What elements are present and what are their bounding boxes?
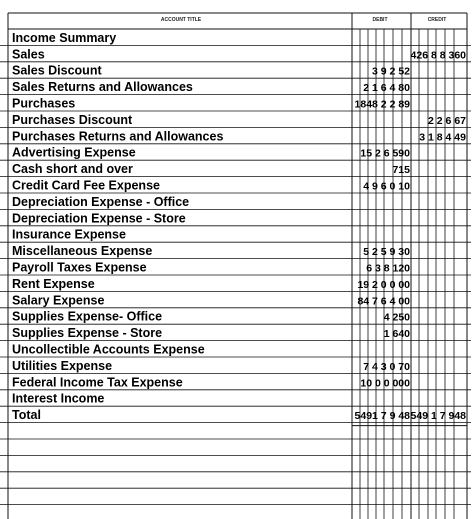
ledger-row — [12, 408, 466, 422]
account-name: Interest Income — [12, 391, 105, 406]
account-name: Payroll Taxes Expense — [12, 260, 147, 275]
account-name: Depreciation Expense - Store — [12, 211, 186, 226]
account-name: Advertising Expense — [12, 145, 136, 160]
account-name: Depreciation Expense - Office — [12, 194, 190, 209]
credit-amount: 426 8 8 360 — [410, 49, 466, 62]
debit-amount: 10 0 0 000 — [360, 377, 410, 390]
debit-amount: 1848 2 2 89 — [354, 98, 410, 111]
ledger-rows — [12, 31, 466, 422]
account-name: Utilities Expense — [12, 358, 113, 373]
account-name: Sales Returns and Allowances — [12, 80, 193, 95]
account-name: Miscellaneous Expense — [12, 244, 153, 259]
credit-amount: 3 1 8 4 49 — [419, 131, 466, 144]
debit-amount: 2 1 6 4 80 — [363, 82, 410, 95]
account-name: Income Summary — [12, 30, 117, 45]
account-name: Sales Discount — [12, 63, 102, 78]
debit-amount: 5491 7 9 48 — [354, 410, 410, 423]
ledger-row — [12, 97, 410, 111]
debit-amount: 3 9 2 52 — [372, 65, 410, 78]
ledger-row — [12, 129, 466, 143]
debit-amount: 84 7 6 4 00 — [357, 295, 410, 308]
credit-amount: 549 1 7 948 — [410, 410, 466, 423]
account-title-header: ACCOUNT TITLE — [160, 17, 202, 23]
account-name: Insurance Expense — [12, 227, 126, 242]
account-name: Cash short and over — [12, 162, 133, 177]
account-name: Credit Card Fee Expense — [12, 178, 160, 193]
ledger-row — [12, 47, 466, 61]
debit-amount: 1 640 — [383, 328, 410, 341]
account-name: Salary Expense — [12, 293, 105, 308]
debit-amount: 7 4 3 0 70 — [363, 360, 410, 373]
account-name: Federal Income Tax Expense — [12, 375, 183, 390]
debit-amount: 15 2 6 590 — [360, 147, 410, 160]
debit-amount: 4 9 6 0 10 — [363, 180, 410, 193]
debit-amount: 5 2 5 9 30 — [363, 246, 410, 259]
debit-amount: 19 2 0 0 00 — [357, 278, 410, 291]
account-name: Uncollectible Accounts Expense — [12, 342, 205, 357]
ledger-row — [12, 195, 189, 209]
ledger-row — [12, 326, 410, 340]
account-name: Supplies Expense- Office — [12, 309, 163, 324]
account-name: Sales — [12, 47, 45, 62]
ledger-row — [12, 228, 126, 242]
ledger-row — [12, 211, 186, 225]
account-name: Purchases Discount — [12, 112, 133, 127]
ledger-row — [12, 310, 410, 324]
debit-amount: 4 250 — [383, 311, 410, 324]
account-name: Rent Expense — [12, 276, 95, 291]
ledger-row — [12, 244, 410, 258]
ledger-row — [12, 359, 410, 373]
credit-header: CREDIT — [427, 17, 447, 23]
ledger-row — [12, 80, 410, 94]
debit-amount: 715 — [392, 164, 410, 177]
ledger-row — [12, 113, 466, 127]
ledger-row — [12, 162, 410, 176]
debit-header: DEBIT — [372, 17, 388, 23]
account-name: Total — [12, 408, 41, 423]
account-name: Supplies Expense - Store — [12, 326, 163, 341]
ledger-row — [12, 261, 410, 275]
ledger-row — [12, 277, 410, 291]
ledger-row — [12, 343, 205, 357]
ledger-row — [12, 146, 410, 160]
ledger-row — [12, 64, 410, 78]
ledger-row — [12, 179, 410, 193]
ledger-row — [12, 293, 410, 307]
account-name: Purchases — [12, 96, 76, 111]
ledger-row — [12, 392, 104, 406]
credit-amount: 2 2 6 67 — [428, 114, 466, 127]
ledger-row — [12, 31, 116, 45]
debit-amount: 6 3 8 120 — [366, 262, 410, 275]
ledger-row — [12, 375, 410, 389]
account-name: Purchases Returns and Allowances — [12, 129, 224, 144]
